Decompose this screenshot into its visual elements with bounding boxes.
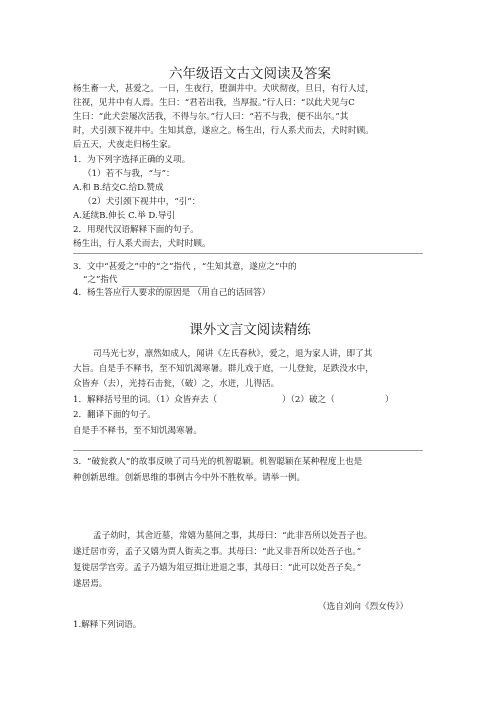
question-3-blank — [122, 286, 208, 287]
question-3-continued: “之”指代 — [83, 275, 118, 285]
passage2-question-1-end: ） — [385, 395, 394, 405]
section-title: 课外文言文阅读精练 — [189, 322, 311, 338]
question-1-part-1: （1）若不与我，“与”： — [83, 169, 175, 179]
passage2-question-1-middle: ）（2）破之（ — [282, 395, 335, 405]
passage1-line: 时，犬引颈下视井中。生知其意，遂应之。杨生出，行人系犬而去，犬时时顾。 — [73, 126, 374, 136]
passage2-question-2-sentence: 自是手不释书，至不知饥渴寒暑。 — [73, 426, 202, 436]
question-2-sentence: 杨生出，行人系犬而去，犬时时顾。 — [73, 239, 211, 249]
passage3-line: 复徙居学宫旁。孟子乃嬉为俎豆揖让进退之事，其母曰：“此可以处吾子矣。” — [73, 563, 362, 573]
passage1-line: 生曰：“此犬尝屡次活我，不得与尔。”行人曰：“若不与我，便不出尔。”其 — [73, 112, 349, 122]
passage2-question-3-line: 种创新思维。创新思维的事例古今中外不胜枚举。请举一例。 — [73, 473, 306, 483]
answer-line — [73, 253, 423, 254]
passage2-line: 司马光七岁，凛然如成人，闻讲《左氏春秋》，爱之，退为家人讲，即了其 — [93, 349, 373, 359]
passage3-line: 遂居焉。 — [73, 579, 108, 589]
question-1: 1．为下列字选择正确的义项。 — [73, 155, 191, 165]
source-citation: （选自刘向《烈女传》） — [318, 602, 409, 612]
question-3: 3．文中“甚爱之”中的“之”指代 ，“生知其意，遂应之”中的 — [73, 262, 297, 272]
page-title: 六年级语文古文阅读及答案 — [169, 66, 331, 82]
passage1-line: 杨生畜一犬，甚爱之。一日，生夜行，堕涸井中。犬吠彻夜，旦日，有行人过， — [73, 84, 374, 94]
passage1-line: 后五天，犬夜走归杨生家。 — [73, 140, 177, 150]
question-4: 4．杨生答应行人要求的原因是 （用自己的话回答） — [73, 288, 271, 298]
passage2-line: 大旨。自是手不释书，至不知饥渴寒暑。群儿戏于庭，一儿登瓮，足跌没水中， — [73, 364, 374, 374]
passage2-question-1: 1．解释括号里的词。（1）众皆弃去（ — [73, 395, 218, 405]
passage3-question-1: 1.解释下列词语。 — [73, 620, 142, 630]
question-2: 2．用现代汉语解释下面的句子。 — [73, 225, 199, 235]
passage3-line: 孟子幼时，其舍近墓，常嬉为墓间之事，其母曰：“此非吾所以处吾子也。 — [93, 531, 373, 541]
answer-line — [73, 450, 423, 451]
question-1-part-2-options: A.延续B.伸长 C.举 D.导引 — [73, 211, 175, 221]
question-1-part-1-options: A.和 B.结交C.给D.赞成 — [73, 183, 164, 193]
passage2-question-2: 2．翻译下面的句子。 — [73, 410, 156, 420]
passage2-question-3-line: 3．“破瓮救人”的故事反映了司马光的机智聪颖。机智聪颖在某种程度上也是 — [73, 457, 363, 467]
passage2-line: 众皆弃（去），光持石击瓮，（破）之，水迸，儿得活。 — [73, 379, 280, 389]
passage1-line: 往视，见井中有人焉。生曰：“君若出我，当厚报。”行人曰：“以此犬见与C — [73, 98, 355, 108]
passage3-line: 遂迁居市旁，孟子又嬉为贾人街卖之事。其母曰：“此又非吾所以处吾子也。” — [73, 547, 362, 557]
question-1-part-2: （2）犬引颈下视井中，“引”： — [83, 197, 201, 207]
